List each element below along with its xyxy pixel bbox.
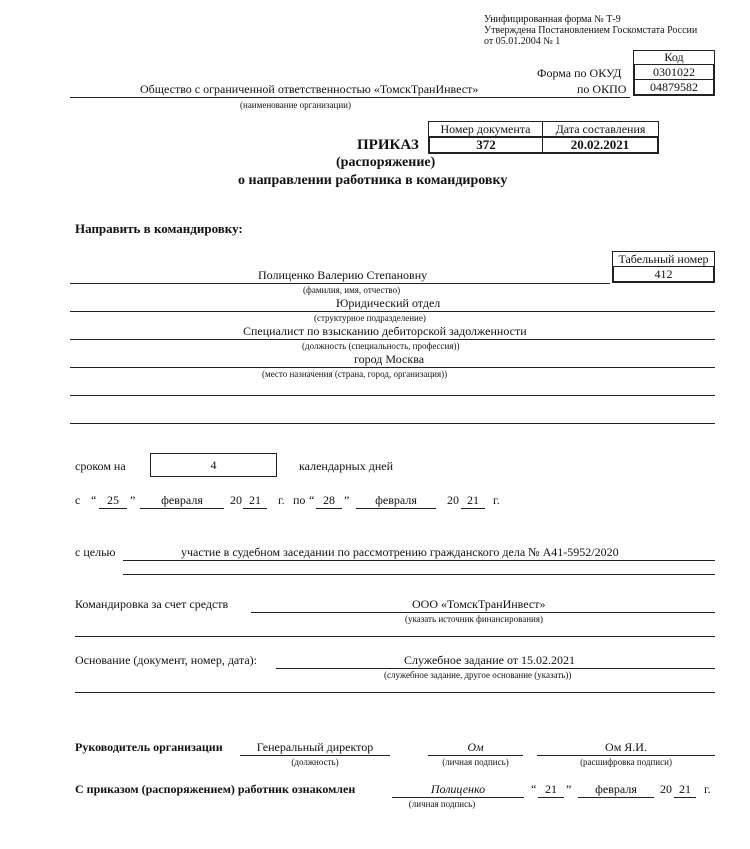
to-month-line (356, 508, 436, 509)
to-month: февраля (375, 493, 417, 507)
destination-line (70, 367, 715, 368)
ack-month: февраля (595, 782, 637, 796)
from-day: 25 (107, 493, 119, 507)
to-year-abbr: г. (493, 493, 500, 507)
form-ref-line2: Утверждена Постановлением Госкомстата России (484, 25, 698, 36)
to-day-line (316, 508, 342, 509)
funding-label: Командировка за счет средств (75, 597, 229, 611)
from-year-line (243, 508, 267, 509)
ack-signature-caption: (личная подпись) (408, 799, 476, 809)
doc-number: 372 (428, 136, 543, 154)
employee-name-line (70, 283, 610, 284)
doc-subtitle: (распоряжение) (336, 155, 436, 170)
from-year-prefix: 20 (230, 493, 242, 507)
from-year-suffix: 21 (249, 493, 261, 507)
doc-date-header: Дата составления (542, 121, 659, 137)
funding-caption: (указать источник финансирования) (405, 614, 543, 624)
department-line (70, 311, 715, 312)
basis-line (276, 668, 715, 669)
ack-day: 21 (545, 782, 557, 796)
funding-line (251, 612, 715, 613)
destination-extra-line-1 (70, 395, 715, 396)
ack-year-suffix: 21 (679, 782, 691, 796)
head-name-caption: (расшифровка подписи) (580, 757, 672, 767)
okpo-label: по ОКПО (577, 82, 627, 96)
from-year-abbr: г. (278, 493, 285, 507)
ack-signature: Полиценко (430, 782, 486, 796)
form-ref-line3: от 05.01.2004 № 1 (484, 36, 561, 47)
head-label: Руководитель организации (75, 740, 223, 754)
funding-extra-line (75, 636, 715, 637)
doc-number-header: Номер документа (428, 121, 543, 137)
form-ref-line1: Унифицированная форма № Т-9 (484, 14, 621, 25)
head-position: Генеральный директор (256, 740, 374, 754)
term-days: 4 (150, 453, 277, 477)
employee-name: Полиценко Валерию Степановну (258, 268, 428, 282)
to-open-quote: “ (309, 493, 315, 507)
doc-title: ПРИКАЗ (357, 137, 419, 153)
department: Юридический отдел (336, 296, 441, 310)
ack-year-abbr: г. (704, 782, 711, 796)
term-days-label: календарных дней (299, 459, 394, 473)
destination: город Москва (354, 352, 425, 366)
head-name-line (537, 755, 715, 756)
head-position-line (240, 755, 390, 756)
from-close-quote: ” (130, 493, 136, 507)
to-year-line (461, 508, 485, 509)
purpose-value: участие в судебном заседании по рассмотрению гражданского дела № А41-5952/2020 (181, 545, 619, 559)
position: Специалист по взысканию дебиторской задолженности (243, 324, 527, 338)
okpo-value: 04879582 (633, 79, 715, 96)
from-month-line (140, 508, 224, 509)
basis-label: Основание (документ, номер, дата): (75, 653, 257, 667)
head-position-caption: (должность) (291, 757, 339, 767)
ack-close-quote: ” (566, 782, 572, 796)
code-header: Код (633, 50, 715, 65)
to-close-quote: ” (344, 493, 350, 507)
organization-caption: (наименование организации) (240, 100, 351, 110)
department-caption: (структурное подразделение) (314, 313, 426, 323)
doc-heading: о направлении работника в командировку (238, 173, 508, 188)
destination-caption: (место назначения (страна, город, организация)) (262, 369, 448, 379)
doc-date: 20.02.2021 (542, 136, 659, 154)
destination-extra-line-2 (70, 423, 715, 424)
to-year-suffix: 21 (467, 493, 479, 507)
okud-label: Форма по ОКУД (537, 66, 622, 80)
from-month: февраля (161, 493, 203, 507)
employee-name-caption: (фамилия, имя, отчество) (303, 285, 401, 295)
head-signature: Ом (467, 740, 484, 754)
from-label: с (75, 493, 81, 507)
okud-value: 0301022 (633, 64, 715, 80)
to-year-prefix: 20 (447, 493, 459, 507)
funding-value: ООО «ТомскТранИнвест» (412, 597, 546, 611)
tab-number: 412 (612, 266, 715, 283)
ack-signature-line (392, 797, 524, 798)
to-day: 28 (323, 493, 335, 507)
ack-month-line (578, 797, 654, 798)
organization-line (70, 97, 630, 98)
position-line (70, 339, 715, 340)
basis-caption: (служебное задание, другое основание (указать)) (384, 670, 572, 680)
purpose-label: с целью (75, 545, 116, 559)
to-label: по (293, 493, 306, 507)
from-day-line (99, 508, 127, 509)
ack-year-line (674, 797, 696, 798)
purpose-line (123, 560, 715, 561)
organization-name: Общество с ограниченной ответственностью «ТомскТранИнвест» (140, 82, 479, 96)
ack-open-quote: “ (531, 782, 537, 796)
head-name: Ом Я.И. (605, 740, 647, 754)
basis-extra-line (75, 692, 715, 693)
head-signature-line (428, 755, 523, 756)
basis-value: Служебное задание от 15.02.2021 (404, 653, 576, 667)
head-signature-caption: (личная подпись) (442, 757, 509, 767)
term-label: сроком на (75, 459, 126, 473)
direct-label: Направить в командировку: (75, 221, 243, 236)
ack-label: С приказом (распоряжением) работник ознакомлен (75, 782, 356, 796)
ack-year-prefix: 20 (660, 782, 672, 796)
from-open-quote: “ (91, 493, 97, 507)
ack-day-line (538, 797, 564, 798)
position-caption: (должность (специальность, профессия)) (302, 341, 460, 351)
tab-number-header: Табельный номер (612, 251, 715, 267)
purpose-extra-line (123, 574, 715, 575)
